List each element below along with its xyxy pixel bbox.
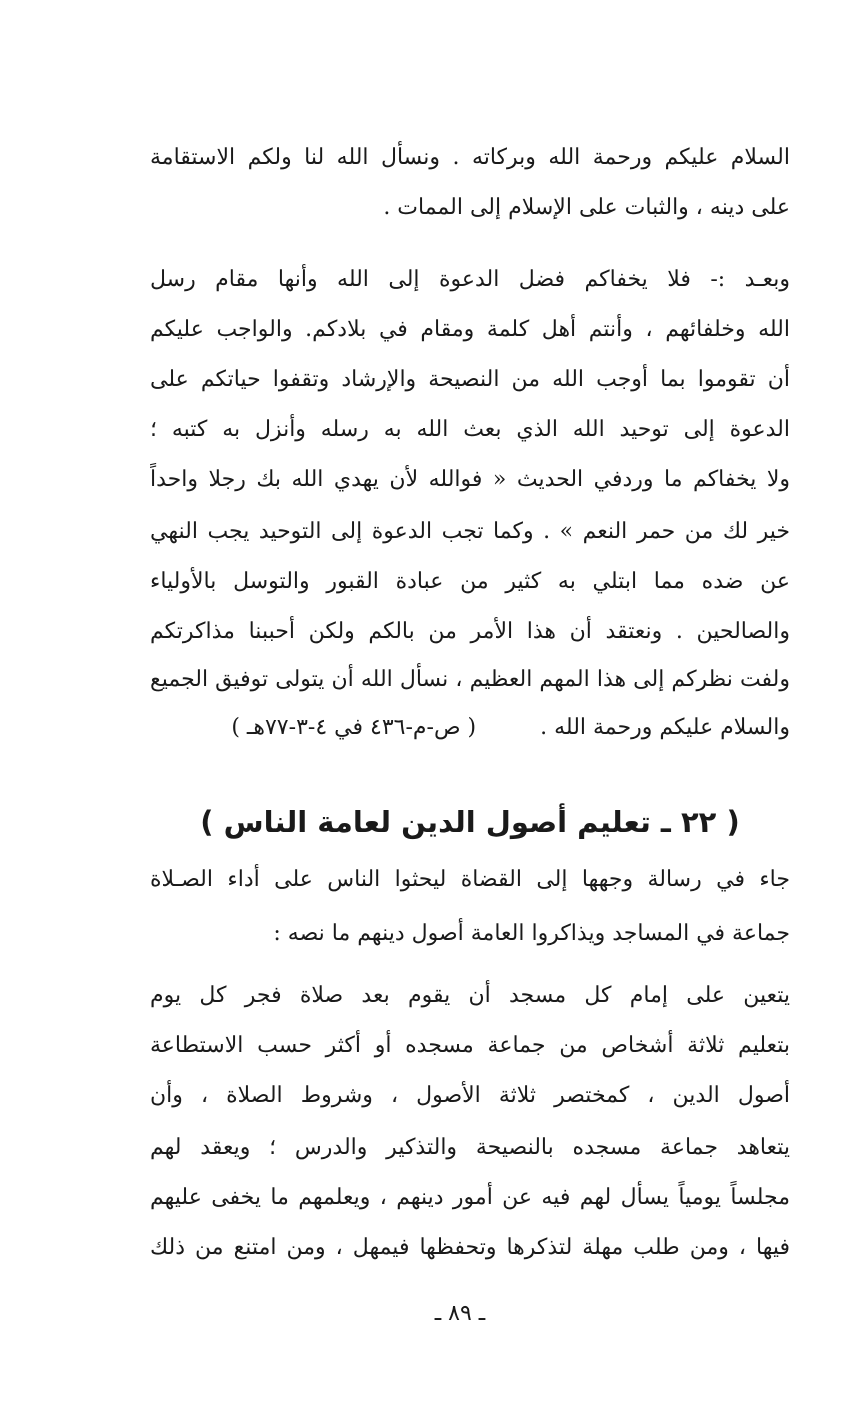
text-line: الله وخلفائهم ، وأنتم أهل كلمة ومقام في بلادكم. والواجب عليكم (150, 317, 790, 342)
citation-reference: ( ص-م-٤٣٦ في ٤-٣-٧٧هـ ) (231, 715, 477, 740)
text-line: يتعين على إمام كل مسجد أن يقوم بعد صلاة فجر كل يوم (150, 983, 790, 1008)
page-number: ـ ٨٩ ـ (434, 1301, 486, 1326)
section-heading: ( ٢٢ ـ تعليم أصول الدين لعامة الناس ) (200, 805, 740, 839)
text-line: أن تقوموا بما أوجب الله من النصيحة والإرشاد وتقفوا حياتكم على (150, 367, 790, 392)
text-line: الدعوة إلى توحيد الله الذي بعث الله به رسله وأنزل به كتبه ؛ (150, 417, 790, 442)
text-line: السلام عليكم ورحمة الله وبركاته . ونسأل الله لنا ولكم الاستقامة (150, 145, 790, 170)
text-line: ولا يخفاكم ما وردفي الحديث « فوالله لأن يهدي الله بك رجلا واحداً (150, 467, 790, 492)
text-line: جاء في رسالة وجهها إلى القضاة ليحثوا الناس على أداء الصـلاة (150, 867, 790, 892)
text-line: ولفت نظركم إلى هذا المهم العظيم ، نسأل الله أن يتولى توفيق الجميع (150, 667, 790, 692)
closing-line (150, 710, 790, 746)
text-line: فيها ، ومن طلب مهلة لتذكرها وتحفظها فيمهل ، ومن امتنع من ذلك (150, 1235, 790, 1260)
closing-text: والسلام عليكم ورحمة الله . (540, 715, 790, 740)
text-line: والصالحين . ونعتقد أن هذا الأمر من بالكم ولكن أحببنا مذاكرتكم (150, 619, 790, 644)
text-line: أصول الدين ، كمختصر ثلاثة الأصول ، وشروط الصلاة ، وأن (150, 1083, 790, 1108)
text-line: بتعليم ثلاثة أشخاص من جماعة مسجده أو أكثر حسب الاستطاعة (150, 1033, 790, 1058)
text-line: عن ضده مما ابتلي به كثير من عبادة القبور والتوسل بالأولياء (150, 569, 790, 594)
text-line: وبعـد :- فلا يخفاكم فضل الدعوة إلى الله وأنها مقام رسل (150, 267, 790, 292)
text-line: يتعاهد جماعة مسجده بالنصيحة والتذكير والدرس ؛ ويعقد لهم (150, 1135, 790, 1160)
text-line: خير لك من حمر النعم » . وكما تجب الدعوة إلى التوحيد يجب النهي (150, 519, 790, 544)
text-line: على دينه ، والثبات على الإسلام إلى الممات . (383, 195, 790, 220)
text-line: مجلساً يومياً يسأل لهم فيه عن أمور دينهم ، ويعلمهم ما يخفى عليهم (150, 1185, 790, 1210)
text-line: جماعة في المساجد ويذاكروا العامة أصول دينهم ما نصه : (273, 921, 790, 946)
